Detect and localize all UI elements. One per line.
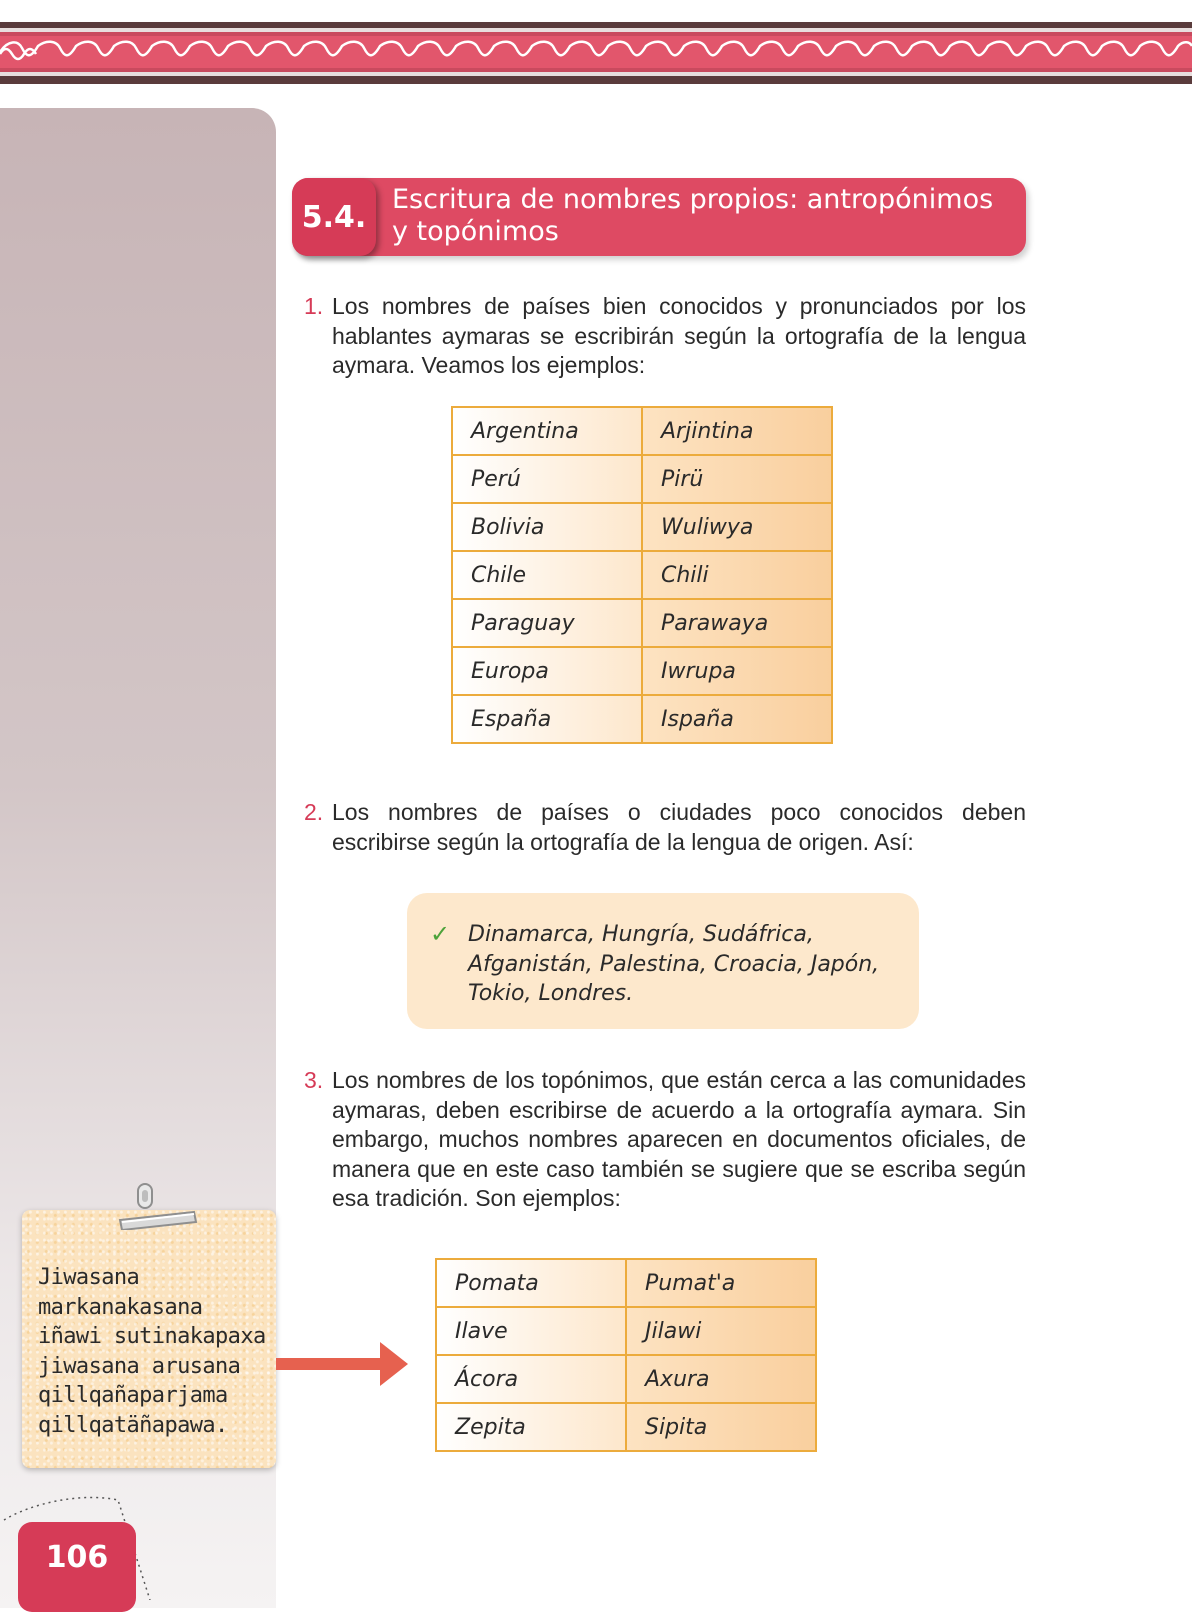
sticky-note-text xyxy=(38,1263,274,1440)
spanish-name-cell: Chile xyxy=(452,551,642,599)
aymara-name-cell: Ispaña xyxy=(642,695,832,743)
paragraph-text: Los nombres de países o ciudades poco conocidos deben escribirse según la ortografía de la lengua de origen. Así: xyxy=(332,799,1026,855)
sticky-line: iñawi sutinakapaxa xyxy=(38,1324,266,1349)
aymara-name-cell: Jilawi xyxy=(626,1307,816,1355)
spanish-name-cell: Paraguay xyxy=(452,599,642,647)
decorative-top-band xyxy=(0,22,1192,84)
checkmark-icon: ✓ xyxy=(430,921,451,948)
numbered-paragraph-3 xyxy=(304,1066,1026,1214)
sticky-line: qillqatäñapawa. xyxy=(38,1412,228,1438)
page-number: 106 xyxy=(45,1540,109,1575)
aymara-name-cell: Chili xyxy=(642,551,832,599)
spanish-name-cell: Argentina xyxy=(452,407,642,455)
numbered-paragraph-1 xyxy=(304,292,1026,381)
aymara-name-cell: Pumat'a xyxy=(626,1259,816,1307)
sticky-line: jiwasana arusana xyxy=(38,1353,241,1379)
numbered-paragraph-2 xyxy=(304,798,1026,857)
paragraph-text: Los nombres de países bien conocidos y pronunciados por los hablantes aymaras se escribirán según la ortografía de la lengua aymara. Veamos los ejemplos: xyxy=(332,293,1026,378)
table-row xyxy=(452,551,832,599)
examples-text: Dinamarca, Hungría, Sudáfrica, Afganistán, Palestina, Croacia, Japón, Tokio, Londres. xyxy=(468,922,880,1006)
table-row xyxy=(452,503,832,551)
spanish-name-cell: Bolivia xyxy=(452,503,642,551)
sticky-line: Jiwasana xyxy=(38,1265,140,1290)
aymara-name-cell: Pirü xyxy=(642,455,832,503)
countries-table xyxy=(451,406,833,744)
aymara-name-cell: Parawaya xyxy=(642,599,832,647)
aymara-name-cell: Arjintina xyxy=(642,407,832,455)
table-row xyxy=(436,1355,816,1403)
table-row xyxy=(452,695,832,743)
paragraph-text: Los nombres de los topónimos, que están cerca a las comunidades aymaras, deben escribirse de acuerdo a la ortografía aymara. Sin embargo, muchos nombres aparecen en documentos oficiales, de manera que en este caso también se sugiere que se escriba según esa tradición. Son ejemplos: xyxy=(332,1067,1026,1211)
spanish-name-cell: Perú xyxy=(452,455,642,503)
paper-clip-icon xyxy=(118,1180,198,1230)
arrow-right-icon xyxy=(276,1340,408,1390)
spanish-name-cell: Zepita xyxy=(436,1403,626,1451)
spanish-name-cell: Ilave xyxy=(436,1307,626,1355)
table-row xyxy=(436,1259,816,1307)
spanish-name-cell: Pomata xyxy=(436,1259,626,1307)
table-row xyxy=(452,455,832,503)
table-row xyxy=(436,1403,816,1451)
table-row xyxy=(452,407,832,455)
spanish-name-cell: Europa xyxy=(452,647,642,695)
paragraph-number: 3. xyxy=(304,1067,324,1093)
paragraph-number: 1. xyxy=(304,293,324,319)
spanish-name-cell: España xyxy=(452,695,642,743)
section-number: 5.4. xyxy=(292,178,376,256)
aymara-name-cell: Wuliwya xyxy=(642,503,832,551)
paragraph-number: 2. xyxy=(304,799,324,825)
toponyms-table xyxy=(435,1258,817,1452)
table-row xyxy=(452,647,832,695)
spanish-name-cell: Ácora xyxy=(436,1355,626,1403)
aymara-name-cell: Axura xyxy=(626,1355,816,1403)
aymara-name-cell: Iwrupa xyxy=(642,647,832,695)
sticky-line: qillqañaparjama xyxy=(38,1383,228,1408)
sticky-line: markanakasana xyxy=(38,1294,203,1320)
table-row xyxy=(452,599,832,647)
table-row xyxy=(436,1307,816,1355)
section-title: Escritura de nombres propios: antropónimos y topónimos xyxy=(392,184,994,247)
aymara-name-cell: Sipita xyxy=(626,1403,816,1451)
